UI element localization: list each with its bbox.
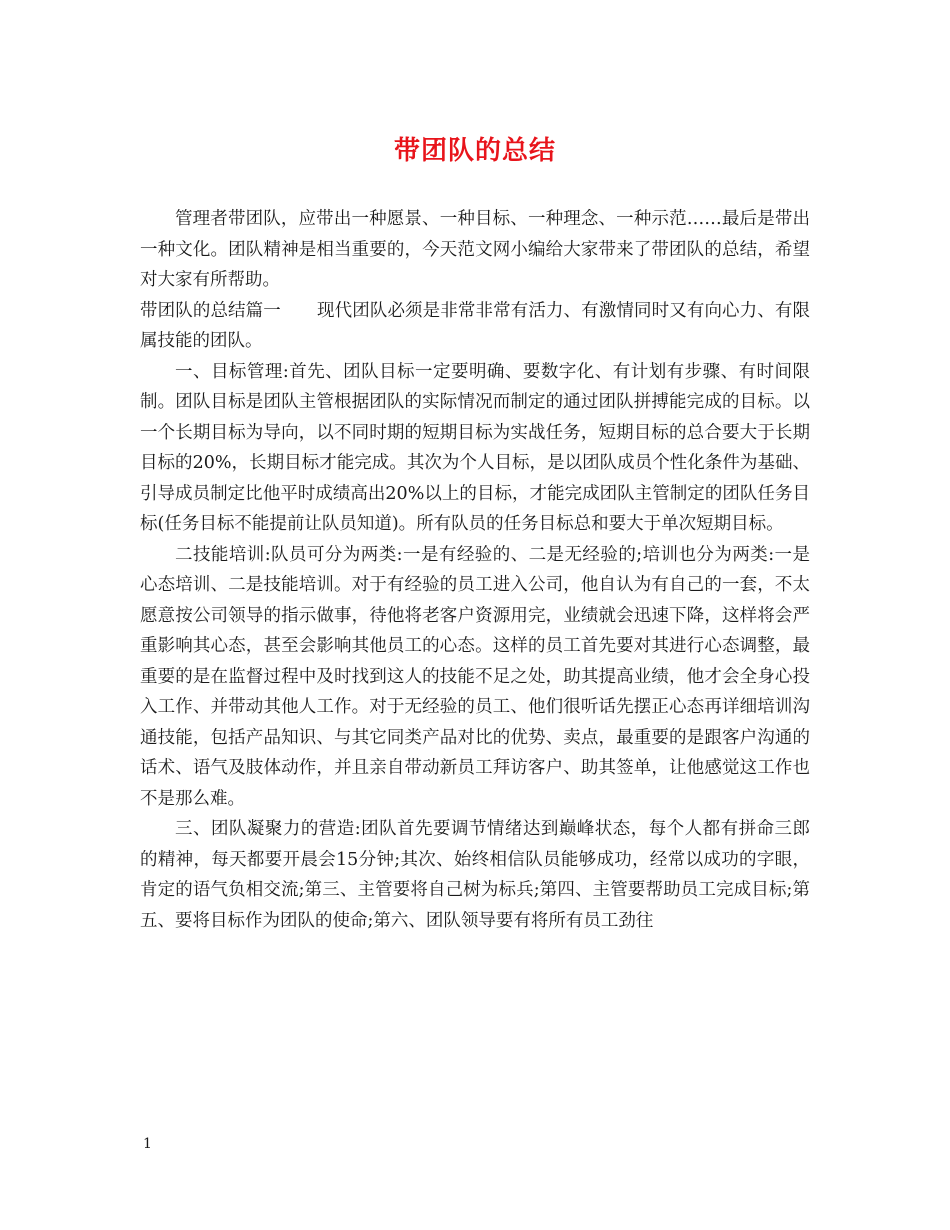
page-number: 1 [143, 1136, 152, 1152]
document-body [140, 204, 810, 936]
section-paragraph [140, 296, 810, 357]
goal-management-paragraph: 一、目标管理:首先、团队目标一定要明确、要数字化、有计划有步骤、有时间限制。团队目标是团队主管根据团队的实际情况而制定的通过团队拼搏能完成的目标。以一个长期目标为导向，以不同时期的短期目标为实战任务，短期目标的总合要大于长期目标的20%，长期目标才能完成。其次为个人目标，是以团队成员个性化条件为基础、引导成员制定比他平时成绩高出20%以上的目标，才能完成团队主管制定的团队任务目标(任务目标不能提前让队员知道)。所有队员的任务目标总和要大于单次短期目标。 [140, 361, 810, 534]
team-cohesion-paragraph: 三、团队凝聚力的营造:团队首先要调节情绪达到巅峰状态，每个人都有拼命三郎的精神，每天都要开晨会15分钟;其次、始终相信队员能够成功，经常以成功的字眼，肯定的语气负相交流;第三、主管要将自己树为标兵;第四、主管要帮助员工完成目标;第五、要将目标作为团队的使命;第六、团队领导要有将所有员工劲往 [140, 819, 810, 931]
section-heading: 带团队的总结篇一 [140, 300, 281, 321]
document-title: 带团队的总结 [393, 136, 556, 166]
intro-paragraph: 管理者带团队，应带出一种愿景、一种目标、一种理念、一种示范……最后是带出一种文化。团队精神是相当重要的，今天范文网小编给大家带来了带团队的总结，希望对大家有所帮助。 [140, 209, 810, 290]
section-lead: 现代团队必须是非常非常有活力、有激情同时又有向心力、有限属技能的团队。 [140, 300, 810, 351]
skill-training-paragraph: 二技能培训:队员可分为两类:一是有经验的、二是无经验的;培训也分为两类:一是心态培训、二是技能培训。对于有经验的员工进入公司，他自认为有自己的一套，不太愿意按公司领导的指示做事，待他将老客户资源用完，业绩就会迅速下降，这样将会严重影响其心态，甚至会影响其他员工的心态。这样的员工首先要对其进行心态调整，最重要的是在监督过程中及时找到这人的技能不足之处，助其提高业绩，他才会全身心投入工作、并带动其他人工作。对于无经验的员工、他们很听话先摆正心态再详细培训沟通技能，包括产品知识、与其它同类产品对比的优势、卖点，最重要的是跟客户沟通的话术、语气及肢体动作，并且亲自带动新员工拜访客户、助其签单，让他感觉这工作也不是那么难。 [140, 544, 810, 809]
